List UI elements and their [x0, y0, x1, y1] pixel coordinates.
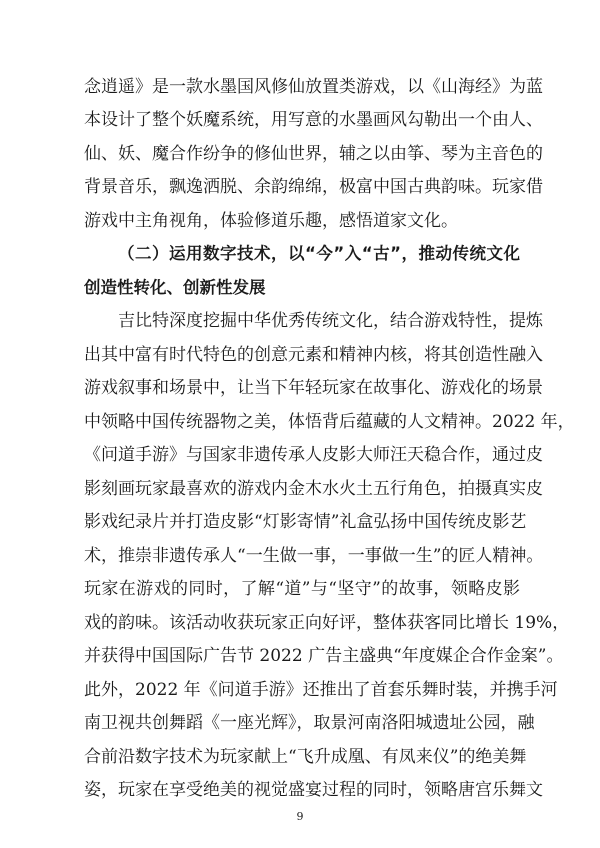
text-line: 玩家在游戏的同时，了解“道”与“坚守”的故事，领略皮影 [84, 579, 520, 599]
text-line: 术，推崇非遗传承人“一生做一事，一事做一生”的匠人精神。 [84, 546, 544, 566]
page-number: 9 [296, 810, 304, 823]
text-line: 影戏纪录片并打造皮影“灯影寄情”礼盒弘扬中国传统皮影艺 [84, 512, 527, 532]
text-line: 并获得中国国际广告节 2022 广告主盛典“年度媒企合作金案”。 [84, 646, 564, 666]
text-line: 仙、妖、魔合作纷争的修仙世界，辅之以由筝、琴为主音色的 [84, 144, 543, 164]
text-line: 合前沿数字技术为玩家献上“飞升成凰、有凤来仪”的绝美舞 [84, 747, 527, 767]
text-line: 背景音乐，飘逸洒脱、余韵绵绵，极富中国古典韵味。玩家借 [84, 177, 543, 197]
text-line: 戏的韵味。该活动收获玩家正向好评，整体获客同比增长 19%， [84, 613, 570, 633]
text-line: 本设计了整个妖魔系统，用写意的水墨画风勾勒出一个由人、 [84, 110, 543, 130]
text-line: 影刻画玩家最喜欢的游戏内金木水火土五行角色，拍摄真实皮 [84, 479, 543, 499]
text-line: 此外，2022 年《问道手游》还推出了首套乐舞时装，并携手河 [84, 680, 558, 700]
text-line: 南卫视共创舞蹈《一座光辉》，取景河南洛阳城遗址公园，融 [84, 713, 535, 733]
section-heading: （二）运用数字技术，以“今”入“古”，推动传统文化 [118, 244, 520, 263]
text-line: 游戏叙事和场景中，让当下年轻玩家在故事化、游戏化的场景 [84, 378, 543, 398]
text-line: 吉比特深度挖掘中华优秀传统文化，结合游戏特性，提炼 [118, 311, 543, 331]
text-line: 姿，玩家在享受绝美的视觉盛宴过程的同时，领略唐宫乐舞文 [84, 780, 543, 800]
section-heading: 创造性转化、创新性发展 [84, 278, 266, 297]
text-line: 念逍遥》是一款水墨国风修仙放置类游戏，以《山海经》为蓝 [84, 77, 543, 97]
text-line: 游戏中主角视角，体验修道乐趣，感悟道家文化。 [84, 211, 458, 231]
text-line: 出其中富有时代特色的创意元素和精神内核，将其创造性融入 [84, 345, 543, 365]
text-line: 《问道手游》与国家非遗传承人皮影大师汪天稳合作，通过皮 [84, 445, 543, 465]
text-line: 中领略中国传统器物之美，体悟背后蕴藏的人文精神。2022 年， [84, 412, 575, 432]
